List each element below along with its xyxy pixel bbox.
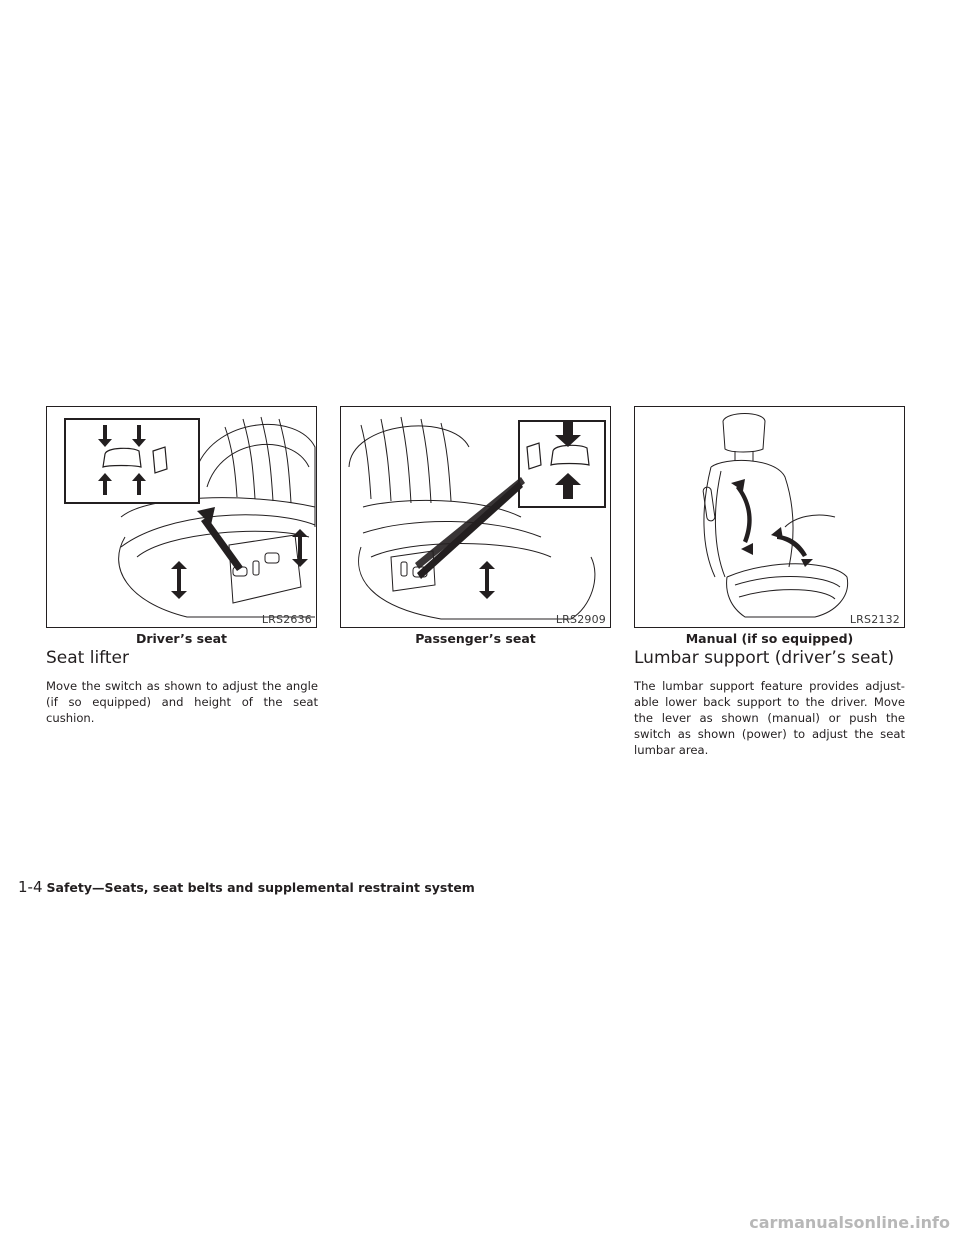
page-footer xyxy=(18,877,475,896)
page-number: 1-4 xyxy=(18,878,43,896)
lumbar-seat-illustration xyxy=(635,407,905,628)
figure-drivers-seat xyxy=(46,406,317,628)
figure-manual-lumbar xyxy=(634,406,905,628)
figure-passengers-seat xyxy=(340,406,611,628)
lumbar-support-heading: Lumbar support (driver’s seat) xyxy=(634,648,895,668)
watermark: carmanualsonline.info xyxy=(749,1213,950,1232)
drivers-seat-illustration xyxy=(47,407,317,628)
seat-lifter-body: Move the switch as shown to adjust the angle (if so equipped) and height of the seat cushion. xyxy=(46,679,318,725)
seat-lifter-heading: Seat lifter xyxy=(46,648,129,668)
figure-caption: Manual (if so equipped) xyxy=(685,631,854,646)
figure-code: LRS2909 xyxy=(555,613,606,626)
lumbar-support-body: The lumbar support feature provides adjust-able lower back support to the driver. Move the lever as shown (manual) or push the switch as shown (power) to adjust the seat lumbar area. xyxy=(634,679,905,757)
figure-code: LRS2636 xyxy=(261,613,312,626)
figure-code: LRS2132 xyxy=(849,613,900,626)
figure-caption: Passenger’s seat xyxy=(415,631,536,646)
footer-section-title: Safety—Seats, seat belts and supplemental restraint system xyxy=(46,880,475,895)
passengers-seat-illustration xyxy=(341,407,611,628)
figure-caption: Driver’s seat xyxy=(135,631,227,646)
